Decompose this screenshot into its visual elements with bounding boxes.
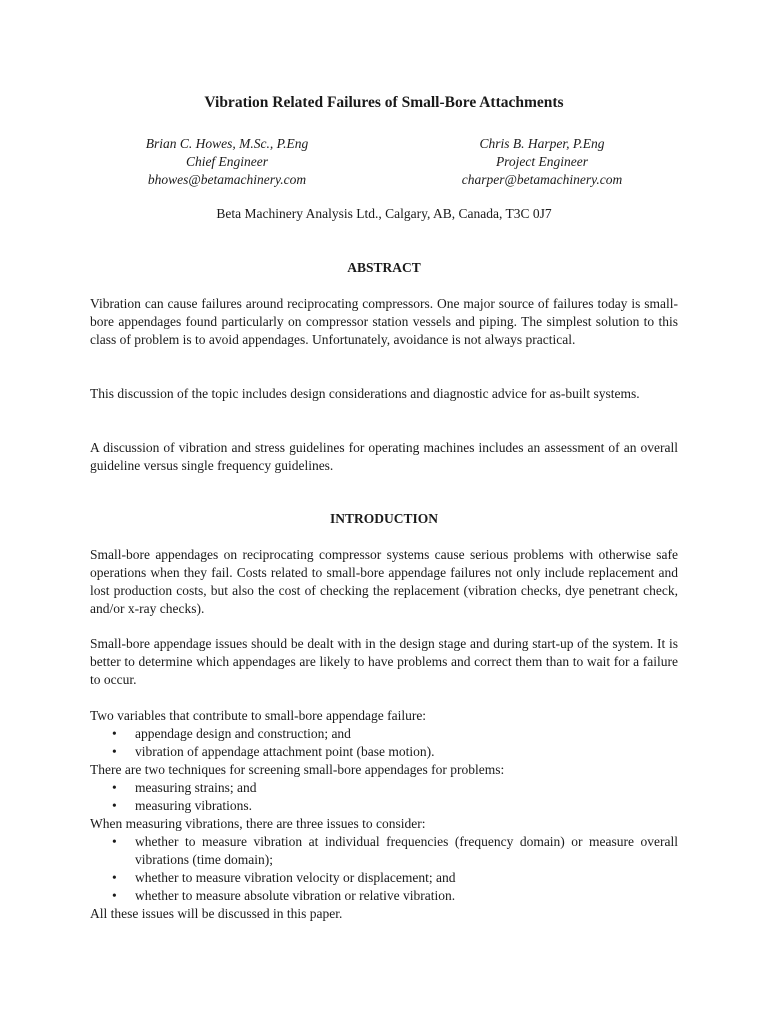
closing-sentence: All these issues will be discussed in this paper. [90, 906, 343, 921]
bullet-icon: • [112, 888, 117, 903]
bullet-icon: • [112, 726, 117, 741]
paper-page [90, 0, 678, 1024]
author-email: charper@betamachinery.com [461, 172, 623, 187]
abstract-paragraph: A discussion of vibration and stress guidelines for operating machines includes an assessment of an overall guideline versus single frequency guidelines. [90, 440, 678, 473]
bullet-icon: • [112, 834, 117, 849]
abstract-heading: ABSTRACT [347, 260, 421, 275]
intro-paragraph: Small-bore appendages on reciprocating compressor systems cause serious problems with otherwise safe operations when they fail. Costs related to small-bore appendage failures not only include replacement and lost production costs, but also the cost of checking the replacement (vibration checks, dye penetrant check, and/or x-ray checks). [90, 547, 678, 616]
abstract-paragraph: Vibration can cause failures around reciprocating compressors. One major source of failures today is small-bore appendages found particularly on compressor station vessels and piping. The simplest solution to this class of problem is to avoid appendages. Unfortunately, avoidance is not always practical. [90, 296, 678, 347]
author-role: Project Engineer [495, 154, 589, 169]
author-name: Chris B. Harper, P.Eng [479, 136, 605, 151]
intro-paragraph: Small-bore appendage issues should be dealt with in the design stage and during start-up of the system. It is better to determine which appendages are likely to have problems and correct them than to wait for a failure to occur. [90, 636, 678, 687]
list-item: • whether to measure vibration at individual frequencies (frequency domain) or measure overall vibrations (time domain); [112, 834, 678, 867]
author-block-howes [97, 135, 357, 189]
abstract-paragraph: This discussion of the topic includes design considerations and diagnostic advice for as-built systems. [90, 386, 640, 401]
bullet-icon: • [112, 744, 117, 759]
bullet-icon: • [112, 780, 117, 795]
author-block-harper [412, 135, 672, 189]
bullet-icon: • [112, 870, 117, 885]
introduction-heading: INTRODUCTION [329, 511, 438, 526]
bullet-list [90, 725, 678, 761]
bullet-icon: • [112, 798, 117, 813]
list-item: • vibration of appendage attachment point (base motion). [112, 744, 435, 759]
author-email: bhowes@betamachinery.com [147, 172, 307, 187]
list-lead: There are two techniques for screening small-bore appendages for problems: [90, 762, 505, 777]
list-item: • appendage design and construction; and [112, 726, 351, 741]
list-item: • measuring strains; and [112, 780, 257, 795]
list-lead: Two variables that contribute to small-bore appendage failure: [90, 708, 427, 723]
list-item: • whether to measure vibration velocity or displacement; and [112, 870, 456, 885]
affiliation: Beta Machinery Analysis Ltd., Calgary, AB, Canada, T3C 0J7 [216, 206, 552, 221]
list-lead: When measuring vibrations, there are three issues to consider: [90, 816, 426, 831]
intro-lists [90, 707, 678, 923]
list-item: • whether to measure absolute vibration or relative vibration. [112, 888, 456, 903]
bullet-list [90, 779, 678, 815]
author-role: Chief Engineer [185, 154, 269, 169]
bullet-list [90, 833, 678, 905]
list-item: • measuring vibrations. [112, 798, 252, 813]
author-name: Brian C. Howes, M.Sc., P.Eng [145, 136, 309, 151]
paper-title: Vibration Related Failures of Small-Bore Attachments [204, 94, 564, 111]
